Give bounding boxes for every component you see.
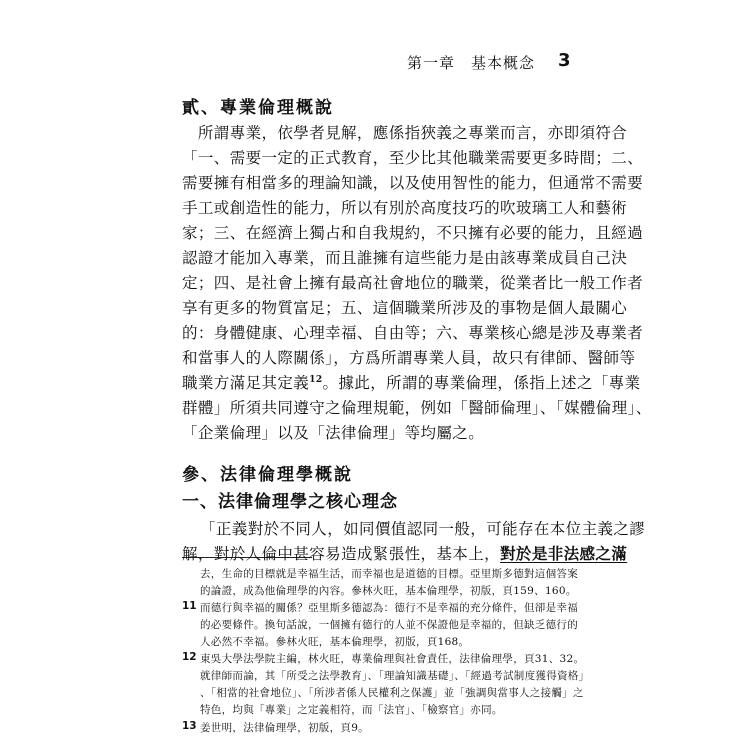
footnote-line: 的必要條件。換句話說，一個擁有德行的人並不保證他是幸福的，但缺乏德行的 [200, 619, 578, 631]
footnote-line: 姜世明，法律倫理學，初版，頁9。 [200, 722, 369, 734]
line-text: 。據此，所謂的專業倫理，係指上述之「專業 [322, 374, 641, 392]
footnote-number: 11 [182, 600, 197, 612]
footnote-line: 、「相當的社會地位」、「所涉者係人民權利之保護」並「強調與當事人之接觸」之 [200, 687, 584, 699]
section-heading-professional-ethics: 貳、專業倫理概說 [182, 98, 334, 118]
subsection-heading: 一、法律倫理學之核心理念 [182, 492, 398, 512]
page-number: 3 [558, 50, 571, 71]
paragraph-line: 群體」所須共同遵守之倫理規範，例如「醫師倫理」、「媒體倫理」、 [182, 399, 652, 417]
quote-line [182, 542, 628, 564]
paragraph-line: 「企業倫理」以及「法律倫理」等均屬之。 [182, 424, 485, 442]
paragraph-line: 家；三、在經濟上獨占和自我規約，不只擁有必要的能力，且經過 [182, 224, 644, 242]
footnote-number: 12 [182, 651, 197, 663]
underlined-emphasis: 對於是非法感之滿 [500, 544, 628, 563]
paragraph-line [182, 371, 641, 393]
paragraph-line: 定；四、是社會上擁有最高社會地位的職業，從業者比一般工作者 [182, 274, 644, 292]
section-heading-legal-ethics: 參、法律倫理學概說 [182, 465, 353, 485]
footnote-line: 而德行與幸福的關係？亞里斯多德認為：德行不是幸福的充分條件，但卻是幸福 [200, 602, 578, 614]
chapter-title: 第一章 基本概念 [406, 54, 535, 72]
footnote-ref-12[interactable]: 12 [309, 374, 323, 385]
paragraph-line: 手工或創造性的能力，所以有別於高度技巧的吹玻璃工人和藝術 [182, 199, 628, 217]
paragraph-line: 「一、需要一定的正式教育，至少比其他職業需要更多時間；二、 [182, 149, 644, 167]
quote-line: 「正義對於不同人，如同價值認同一般，可能存在本位主義之謬 [200, 520, 646, 538]
line-text: 職業方滿足其定義 [182, 374, 310, 392]
footnote-line: 去，生命的目標就是幸福生活，而幸福也是道德的目標。亞里斯多德對這個答案 [200, 568, 578, 580]
paragraph-line: 所謂專業，依學者見解，應係指狹義之專業而言，亦即須符合 [182, 124, 628, 142]
paragraph-line: 認證才能加入專業，而且誰擁有這些能力是由該專業成員自己決 [182, 249, 628, 267]
footnote-line: 的論證，成為他倫理學的內容。參林火旺，基本倫理學，初版，頁159、160。 [200, 585, 577, 597]
paragraph-line: 享有更多的物質富足；五、這個職業所涉及的事物是個人最關心 [182, 299, 628, 317]
paragraph-line: 的：身體健康、心理幸福、自由等；六、專業核心總是涉及專業者 [182, 324, 644, 342]
footnote-number: 13 [182, 720, 197, 732]
footnote-line: 東吳大學法學院主編，林火旺，專業倫理與社會責任，法律倫理學，頁31、32。 [200, 653, 585, 665]
paragraph-line: 需要擁有相當多的理論知識，以及使用智性的能力，但通常不需要 [182, 174, 644, 192]
running-header [0, 52, 750, 76]
footnote-line: 人必然不幸福。參林火旺，基本倫理學，初版，頁168。 [200, 636, 470, 648]
paragraph-line: 和當事人的人際關係」，方爲所謂專業人員，故只有律師、醫師等 [182, 349, 636, 367]
line-text: 解，對於人倫中甚容易造成緊張性，基本上， [182, 545, 501, 563]
footnote-line: 特色，均與「專業」之定義相符，而「法官」、「檢察官」亦同。 [200, 704, 503, 716]
footnote-line: 就律師而論，其「所受之法學教育」、「理論知識基礎」、「經過考試制度獲得資格」 [200, 670, 590, 682]
